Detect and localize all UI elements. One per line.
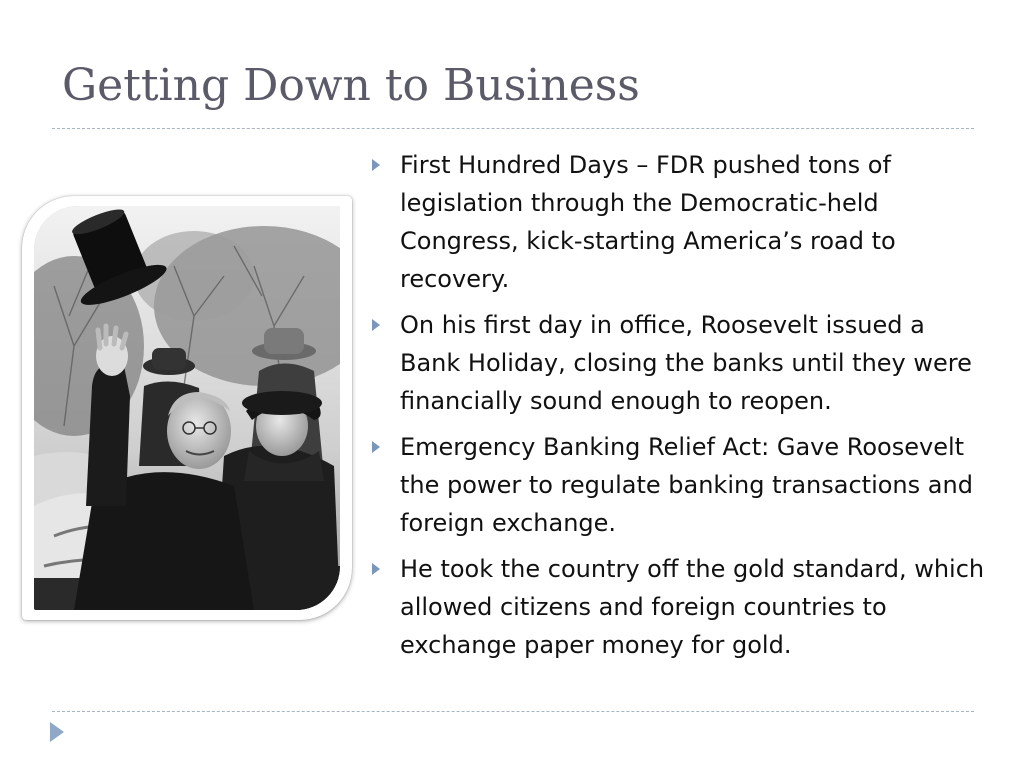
- roosevelt-photo-illustration: [34, 206, 340, 610]
- triangle-right-icon: [372, 563, 380, 575]
- bullet-item: [368, 146, 988, 298]
- triangle-right-icon: [372, 159, 380, 171]
- bullet-text: Emergency Banking Relief Act: Gave Roosevelt the power to regulate banking transactions and foreign exchange.: [400, 433, 973, 537]
- photo-frame: [22, 196, 352, 620]
- top-divider: [52, 128, 974, 129]
- play-arrow-icon[interactable]: [50, 722, 64, 742]
- slide-title: Getting Down to Business: [62, 60, 640, 111]
- bottom-divider: [52, 711, 974, 712]
- roosevelt-photo: [34, 206, 340, 610]
- bullet-text: On his first day in office, Roosevelt issued a Bank Holiday, closing the banks until they were financially sound enough to reopen.: [400, 311, 972, 415]
- triangle-right-icon: [372, 441, 380, 453]
- bullet-text: He took the country off the gold standard, which allowed citizens and foreign countries to exchange paper money for gold.: [400, 555, 985, 659]
- bullet-item: [368, 306, 988, 420]
- bullet-item: [368, 550, 988, 664]
- triangle-right-icon: [372, 319, 380, 331]
- bullet-text: First Hundred Days – FDR pushed tons of legislation through the Democratic-held Congress, kick-starting America’s road to recovery.: [400, 151, 896, 293]
- bullet-item: [368, 428, 988, 542]
- bullet-list: [368, 146, 988, 672]
